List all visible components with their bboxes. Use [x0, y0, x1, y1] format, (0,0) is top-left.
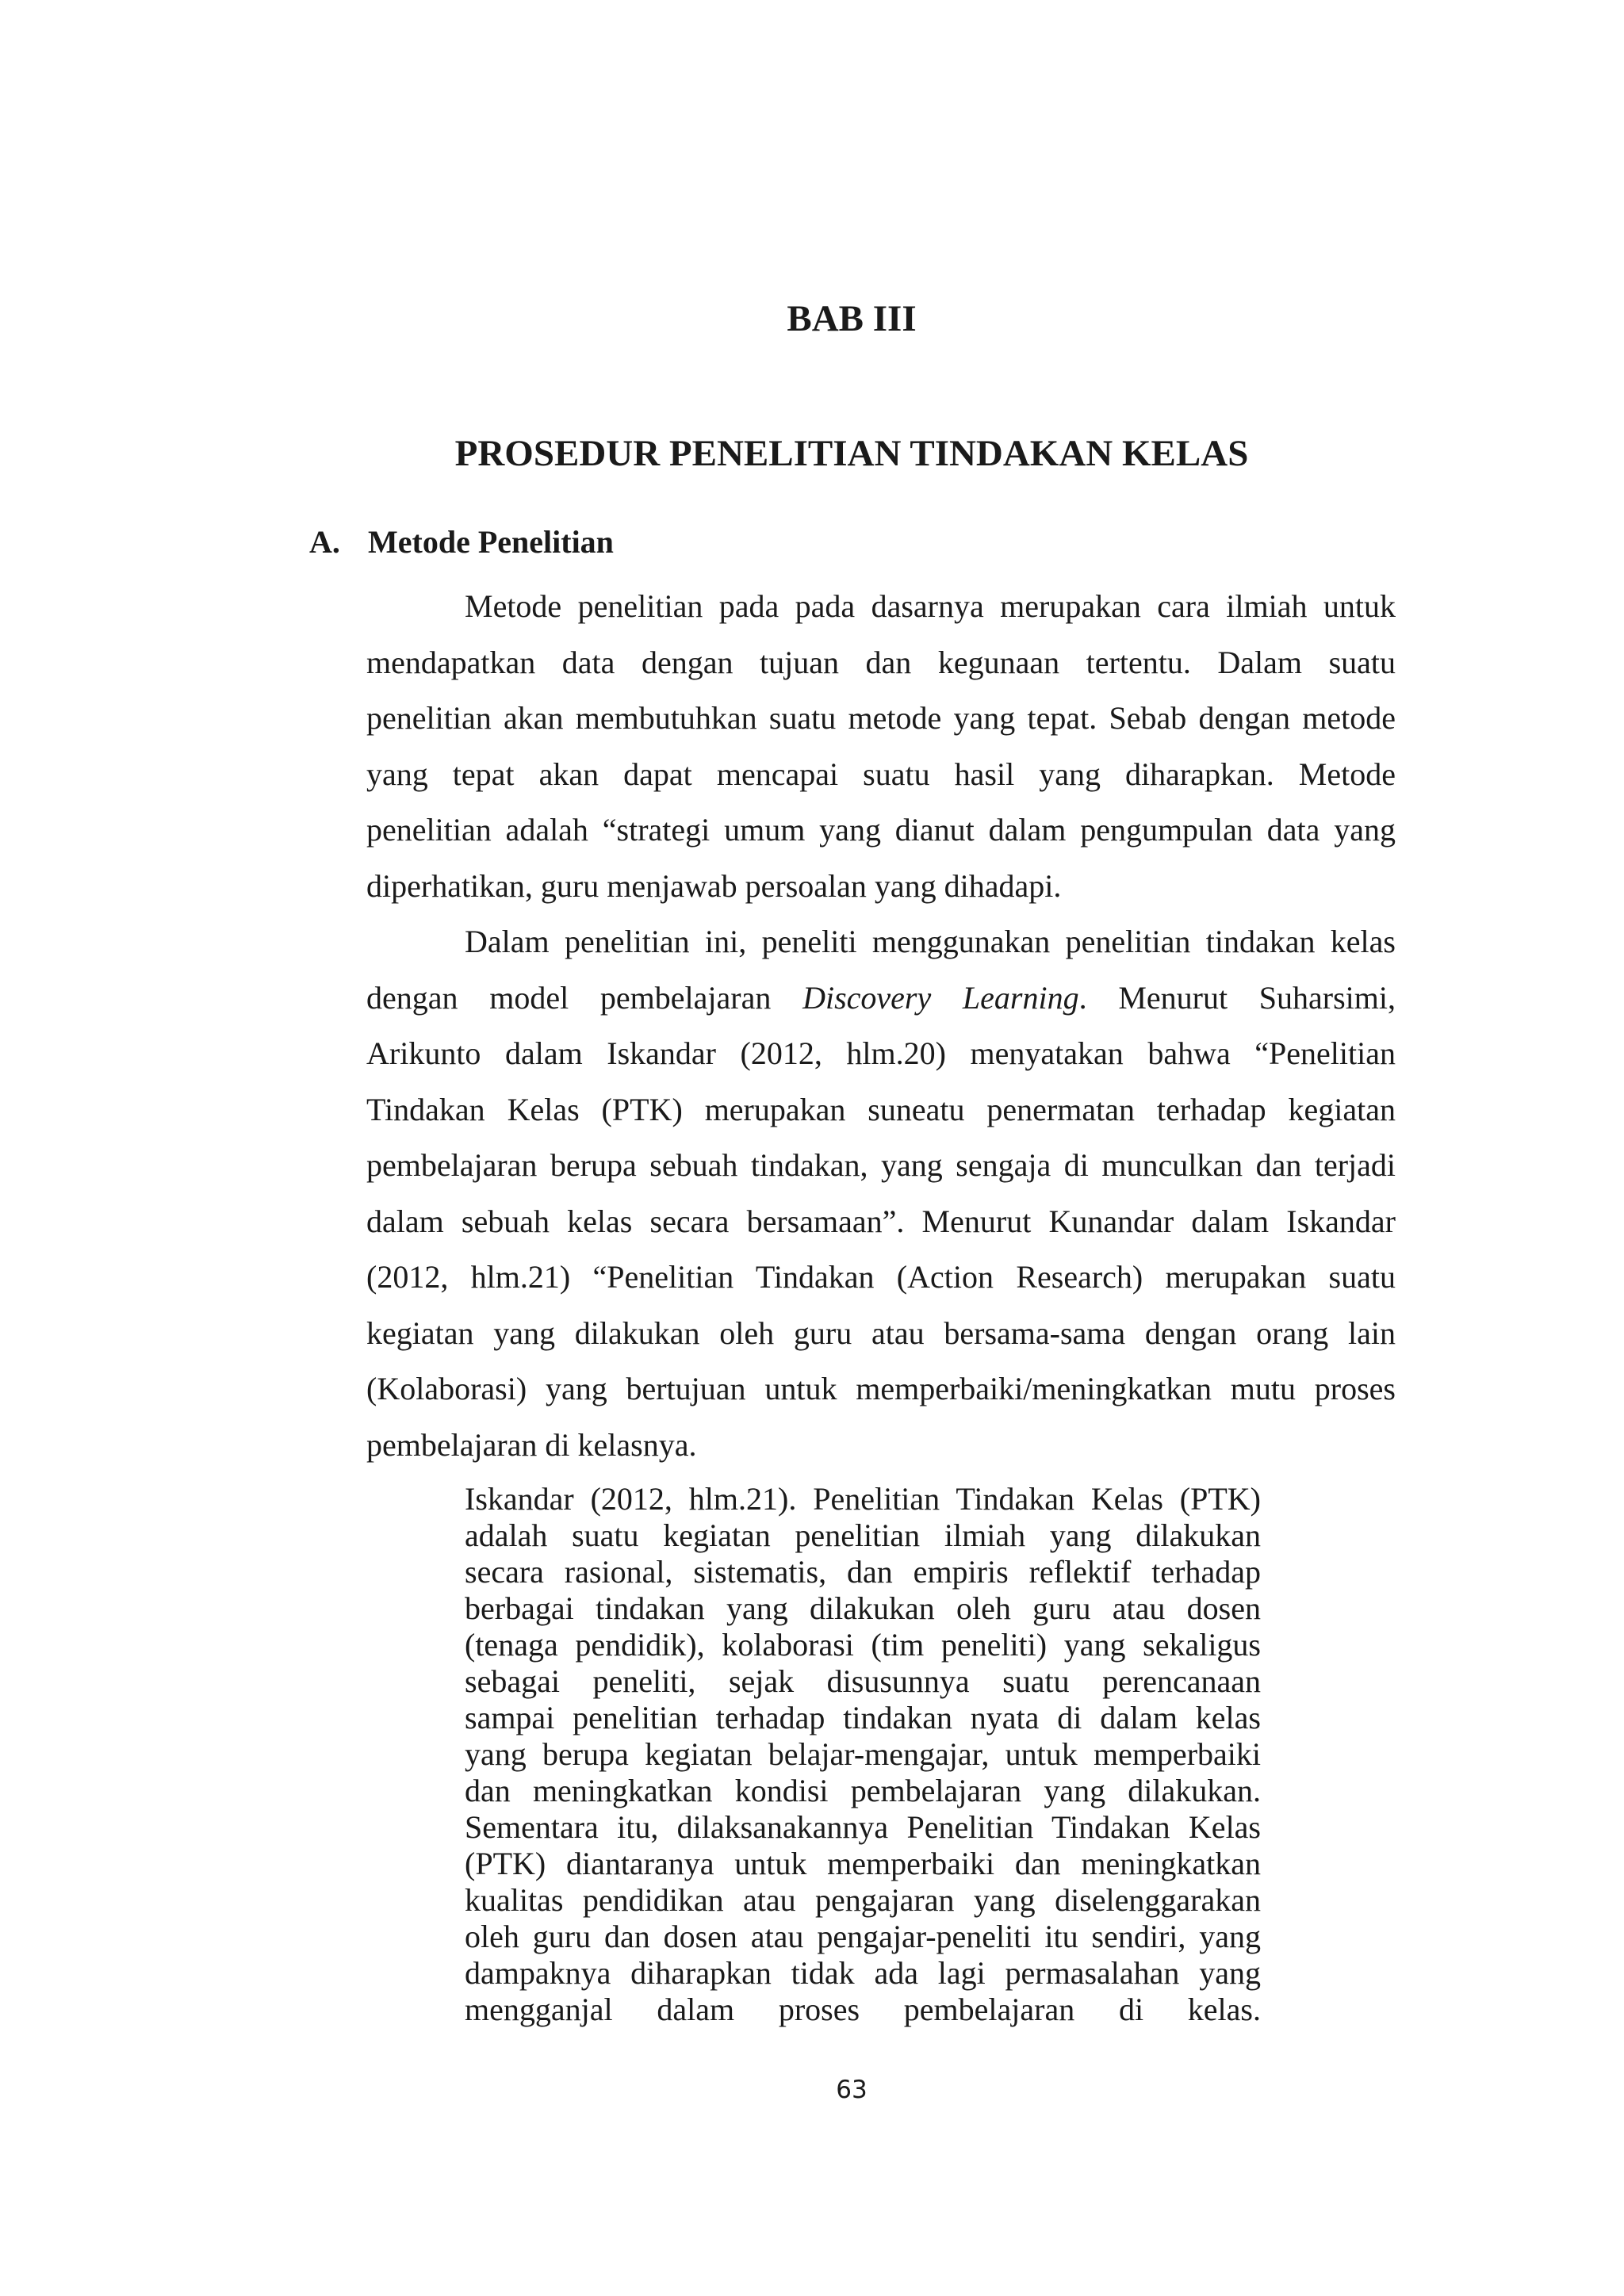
quote-line: sampai penelitian terhadap tindakan nyata di dalam kelas — [465, 1700, 1261, 1735]
page-number: 63 — [836, 2076, 868, 2104]
paragraph-line: pembelajaran di kelasnya. — [366, 1426, 697, 1463]
paragraph-line: Tindakan Kelas (PTK) merupakan suneatu penermatan terhadap kegiatan — [366, 1091, 1396, 1127]
paragraph-ptk — [366, 914, 1396, 1473]
paragraph-line: penelitian akan membutuhkan suatu metode yang tepat. Sebab dengan metode — [366, 700, 1396, 736]
paragraph-line: Dalam penelitian ini, peneliti menggunakan penelitian tindakan kelas — [465, 924, 1396, 959]
line-text: dengan model pembelajaran — [366, 979, 772, 1016]
quote-line: (PTK) diantaranya untuk memperbaiki dan meningkatkan — [465, 1846, 1261, 1881]
quote-line: Sementara itu, dilaksanakannya Penelitian Tindakan Kelas — [465, 1809, 1261, 1845]
quote-line: sebagai peneliti, sejak disusunnya suatu perencanaan — [465, 1663, 1261, 1699]
quote-line: mengganjal dalam proses pembelajaran di kelas. — [465, 1992, 1261, 2027]
quote-line: secara rasional, sistematis, dan empiris reflektif terhadap — [465, 1554, 1261, 1590]
chapter-number: BAB III — [787, 298, 917, 339]
line-text: . Menurut Suharsimi, — [1078, 979, 1396, 1016]
paragraph-line: pembelajaran berupa sebuah tindakan, yang sengaja di munculkan dan terjadi — [366, 1147, 1396, 1183]
paragraph-line: dalam sebuah kelas secara bersamaan”. Menurut Kunandar dalam Iskandar — [366, 1203, 1396, 1239]
quote-line: adalah suatu kegiatan penelitian ilmiah yang dilakukan — [465, 1517, 1261, 1553]
paragraph-line: penelitian adalah “strategi umum yang dianut dalam pengumpulan data yang — [366, 812, 1396, 848]
paragraph-line: kegiatan yang dilakukan oleh guru atau bersama-sama dengan orang lain — [366, 1314, 1396, 1351]
paragraph-line: yang tepat akan dapat mencapai suatu hasil yang diharapkan. Metode — [366, 756, 1396, 792]
paragraph-line: mendapatkan data dengan tujuan dan kegunaan tertentu. Dalam suatu — [366, 644, 1396, 680]
section-title: Metode Penelitian — [368, 524, 614, 560]
chapter-title: PROSEDUR PENELITIAN TINDAKAN KELAS — [454, 433, 1249, 474]
section-heading — [309, 520, 614, 564]
paragraph-line: Metode penelitian pada pada dasarnya merupakan cara ilmiah untuk — [465, 588, 1396, 624]
quote-line: berbagai tindakan yang dilakukan oleh guru atau dosen — [465, 1590, 1261, 1626]
paragraph-line: Arikunto dalam Iskandar (2012, hlm.20) menyatakan bahwa “Penelitian — [366, 1035, 1396, 1071]
section-letter: A. — [309, 524, 340, 560]
paragraph-line: (Kolaborasi) yang bertujuan untuk memperbaiki/meningkatkan mutu proses — [366, 1371, 1396, 1406]
quote-line: kualitas pendidikan atau pengajaran yang diselenggarakan — [465, 1882, 1261, 1918]
quote-line: (tenaga pendidik), kolaborasi (tim peneliti) yang sekaligus — [465, 1627, 1261, 1663]
quote-line: Iskandar (2012, hlm.21). Penelitian Tindakan Kelas (PTK) — [465, 1481, 1261, 1517]
quote-line: yang berupa kegiatan belajar-mengajar, untuk memperbaiki — [465, 1736, 1261, 1772]
quote-line: dampaknya diharapkan tidak ada lagi permasalahan yang — [465, 1955, 1261, 1991]
paragraph-line-with-italic — [366, 970, 1396, 1027]
italic-term: Discovery Learning — [802, 979, 1079, 1016]
block-quote — [465, 1481, 1261, 2028]
paragraph-line: (2012, hlm.21) “Penelitian Tindakan (Action Research) merupakan suatu — [366, 1259, 1396, 1295]
paragraph-line: diperhatikan, guru menjawab persoalan yang dihadapi. — [366, 867, 1062, 904]
quote-line: oleh guru dan dosen atau pengajar-peneliti itu sendiri, yang — [465, 1919, 1261, 1954]
paragraph-metode — [366, 579, 1396, 914]
quote-line: dan meningkatkan kondisi pembelajaran yang dilakukan. — [465, 1773, 1261, 1808]
